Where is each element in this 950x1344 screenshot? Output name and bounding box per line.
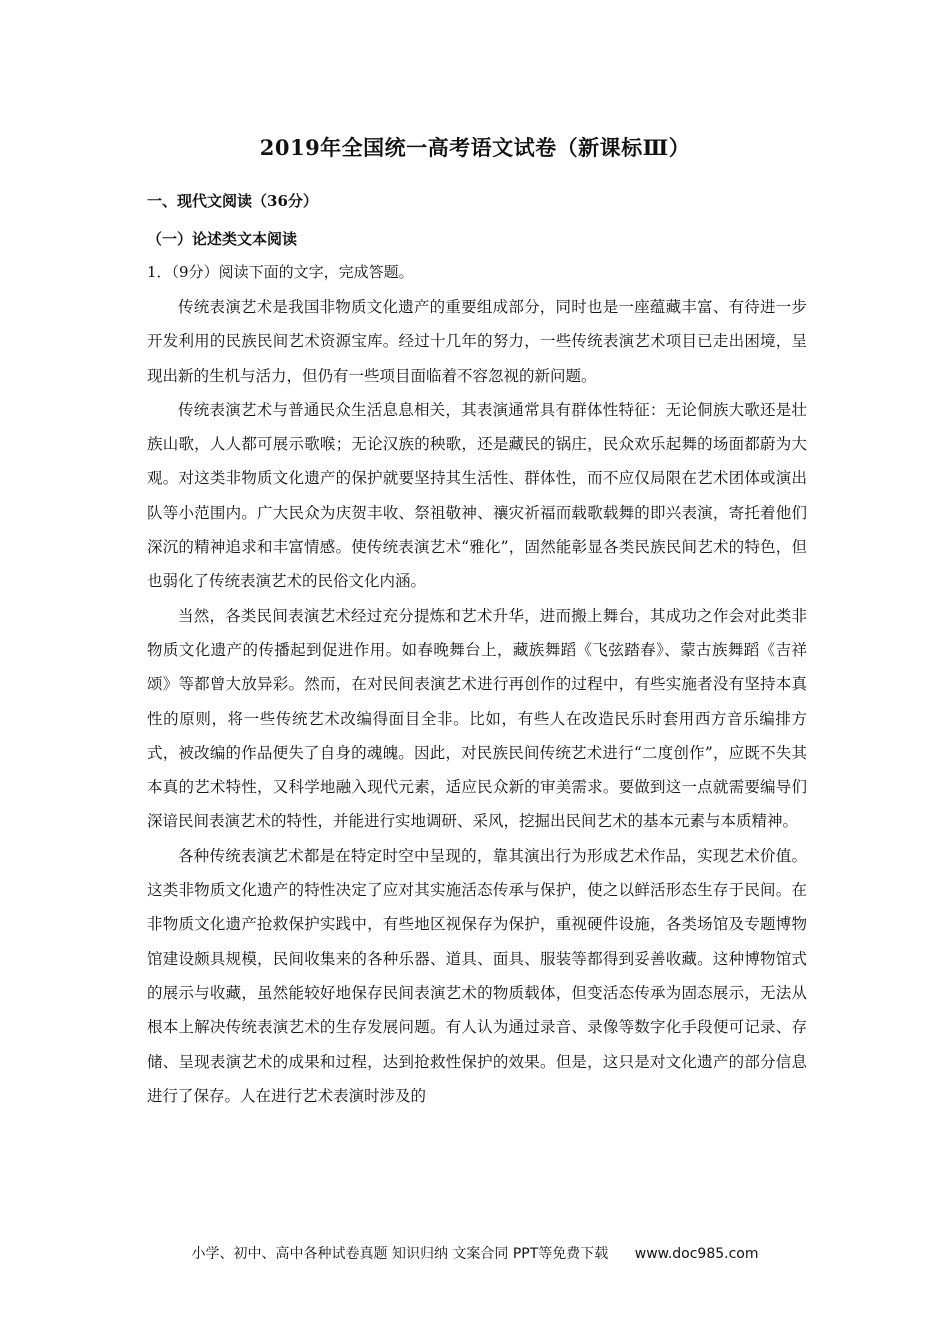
footer-text: 小学、初中、高中各种试卷真题 知识归纳 文案合同 PPT等免费下载 [191, 1246, 609, 1262]
sub-heading: （一）论述类文本阅读 [147, 230, 298, 248]
page-footer [0, 1243, 950, 1263]
footer-url: www.doc985.com [634, 1246, 759, 1262]
passage-paragraph-1: 传统表演艺术是我国非物质文化遗产的重要组成部分，同时也是一座蕴藏丰富、有待进一步开发利用的民族民间艺术资源宝库。经过十几年的努力，一些传统表演艺术项目已走出困境，呈现出新的生机与活力，但仍有一些项目面临着不容忽视的新问题。 [147, 298, 807, 385]
passage-paragraph-3: 当然，各类民间表演艺术经过充分提炼和艺术升华，进而搬上舞台，其成功之作会对此类非物质文化遗产的传播起到促进作用。如春晚舞台上，藏族舞蹈《飞弦踏春》、蒙古族舞蹈《吉祥颂》等都曾大放异彩。然而，在对民间表演艺术进行再创作的过程中，有些实施者没有坚持本真性的原则，将一些传统艺术改编得面目全非。比如，有些人在改造民乐时套用西方音乐编排方式，被改编的作品便失了自身的魂魄。因此，对民族民间传统艺术进行“二度创作”，应既不失其本真的艺术特性，又科学地融入现代元素，适应民众新的审美需求。要做到这一点就需要编导们深谙民间表演艺术的特性，并能进行实地调研、采风，挖掘出民间艺术的基本元素与本质精神。 [147, 606, 807, 831]
page-title: 2019年全国统一高考语文试卷（新课标Ⅲ） [259, 135, 691, 160]
passage-paragraph-2: 传统表演艺术与普通民众生活息息相关，其表演通常具有群体性特征：无论侗族大歌还是壮族山歌，人人都可展示歌喉；无论汉族的秧歌，还是藏民的锅庄，民众欢乐起舞的场面都蔚为大观。对这类非物质文化遗产的保护就要坚持其生活性、群体性，而不应仅局限在艺术团体或演出队等小范围内。广大民众为庆贺丰收、祭祖敬神、禳灾祈福而载歌载舞的即兴表演，寄托着他们深沉的精神追求和丰富情感。使传统表演艺术“雅化”，固然能彰显各类民族民间艺术的特色，但也弱化了传统表演艺术的民俗文化内涵。 [147, 400, 807, 591]
reading-passage [147, 290, 807, 1113]
question-prompt: 1．（9分）阅读下面的文字，完成答题。 [147, 263, 414, 281]
section-heading: 一、现代文阅读（36分） [147, 192, 318, 210]
passage-paragraph-4: 各种传统表演艺术都是在特定时空中呈现的，靠其演出行为形成艺术作品，实现艺术价值。这类非物质文化遗产的特性决定了应对其实施活态传承与保护，使之以鲜活形态生存于民间。在非物质文化遗产抢救保护实践中，有些地区视保存为保护，重视硬件设施，各类场馆及专题博物馆建设颇具规模，民间收集来的各种乐器、道具、面具、服装等都得到妥善收藏。这种博物馆式的展示与收藏，虽然能较好地保存民间表演艺术的物质载体，但变活态传承为固态展示，无法从根本上解决传统表演艺术的生存发展问题。有人认为通过录音、录像等数字化手段便可记录、存储、呈现表演艺术的成果和过程，达到抢救性保护的效果。但是，这只是对文化遗产的部分信息进行了保存。人在进行艺术表演时涉及的 [147, 846, 807, 1105]
